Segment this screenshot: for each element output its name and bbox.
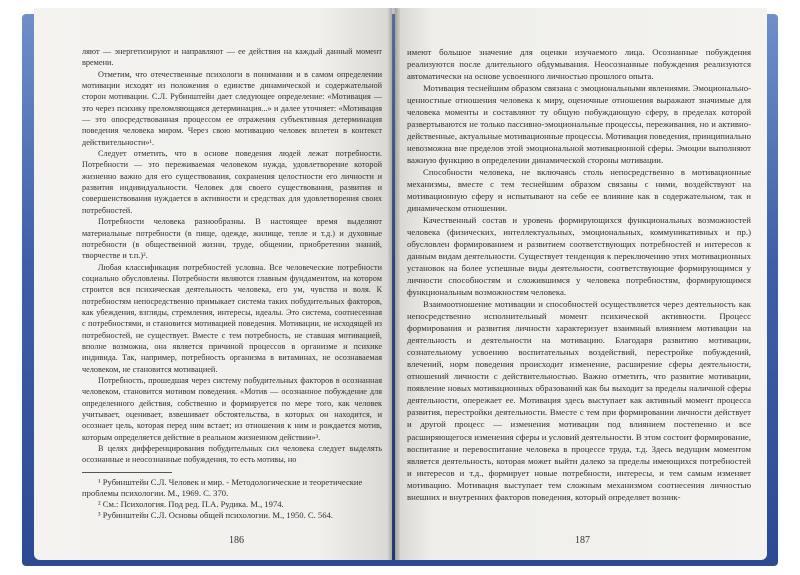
left-page-text bbox=[82, 46, 382, 521]
paragraph: Качественный состав и уровень формирующихся функциональных возможностей человека (физических, интеллектуальных, эмоциональных, коммуникативных и пр.) обусловлен формированием и развитием соответствующих потребностей и интересов к данным видам деятельности. Существует тенденция к переключению этих мотивационных установок на более успешные виды деятельности, соответствующие формирующимся у личности способностям и сложившимся у человека потребностям, формирующимся функциональным возможностям человека. bbox=[407, 215, 751, 298]
book-gutter bbox=[388, 8, 400, 560]
paragraph: Потребность, прошедшая через систему побудительных факторов в осознанная человеком, становится мотивом поведения. «Мотив — осознанное побуждение для определенного действия, собственно и формируется по мере того, как человек учитывает, оценивает, взвешивает обстоятельства, в которых он находится, и осознает цель, которая перед ним встает; из отношения к ним и рождается мотив, которым определяется действие в реальном жизненном действии»³. bbox=[82, 375, 382, 442]
paragraph: Потребности человека разнообразны. В настоящее время выделяют материальные потребности (в пище, одежде, жилище, тепле и т.д.) и духовные потребности (в общественной жизни, труде, общении, приобретении знаний, творчестве и т.п.)². bbox=[82, 217, 382, 261]
footnote: ³ Рубинштейн С.Л. Основы общей психологии. М., 1950. С. 564. bbox=[98, 509, 333, 520]
footnote-rule bbox=[82, 472, 172, 473]
page-number-left: 186 bbox=[229, 535, 244, 546]
right-page bbox=[395, 8, 767, 560]
page-number-right: 187 bbox=[575, 535, 590, 546]
paragraph: Мотивация теснейшим образом связана с эмоциональными явлениями. Эмоционально-ценностные отношения человека к миру, оценочные отношения выражают значимые для человека моменты и составляют ту общую побуждающую сферу, в пределах которой развертываются не только пассивно-эмоциональные процессы, переживания, но и активно-действенные, актуальные мотивационные процессы. Мотивация поведения, принципиально невозможна вне пределов этой эмоциональной мотивационной сферы. Эмоции выполняют важную функцию в определении динамической стороны мотивации. bbox=[407, 83, 751, 166]
paragraph: Взаимоотношение мотивации и способностей осуществляется через деятельность как непосредственно исполнительный момент психической активности. Процесс формирования и развития личности характеризует взаимный влиянием мотивации на деятельность и деятельности на мотивацию. Благодаря развитию мотивации, сознательному усвоению воспитательных воздействий, перестройке побуждений, влечений, норм поведения происходит изменение, расширение сферы деятельности, отношений личности с действительностью. Важно отметить, что развитие мотивации, появление новых мотивационных образований как бы выходит за пределы наличной сферы деятельности, опережает ее. Мотивация здесь выступает как активный момент процесса развития, перестройки деятельности. Вместе с тем при формировании личности действует и другой процесс — изменения мотивации под влиянием постепенно и все расширяющегося изменения сферы и условий деятельности. В этом состоит формирование, воспитание и перевоспитание человека в процессе труда, т.д. Здесь ведущим моментом является деятельность, которая может выйти далеко за пределы имеющихся потребностей и интересов и т.д., формирует новые потребности, интересы, и тем самым изменяет мотивацию. Мотивация выступает тем сложным механизмом соотнесения личностью внешних и внутренних факторов поведения, который определяет возник- bbox=[407, 299, 751, 502]
paragraph: Следует отметить, что в основе поведения людей лежат потребности. Потребности — это переживаемая человеком нужда, удовлетворение которой жизненно важно для его существования, сохранения целостности его личности и развития индивидуальности. Человек для своего существования, развития и совершенствования нуждается в активности и средствах для удовлетворения своих потребностей. bbox=[82, 149, 382, 215]
paragraph: Любая классификация потребностей условна. Все человеческие потребности социально обусловлены. Потребности являются главным фундаментом, на котором строится вся психическая деятельность человека, его ум, чувства и воля. К потребностям непосредственно примыкает система таких побудительных факторов, как убеждения, взгляды, стремления, интересы, идеалы. Это система, соотнесенная с потребностями, и становится мотивацией поведения. Мотивации, не исходящей из потребностей, не существует. Вместе с тем потребность, не ставшая мотивацией, вполне возможна, она является причиной процессов в организме и психике индивида. Так, например, потребность организма в витаминах, не осознаваемая человеком, не становится мотивацией. bbox=[82, 262, 382, 374]
footnote: ² См.: Психология. Под ред. П.А. Рудика. М., 1974. bbox=[98, 498, 284, 509]
right-page-text bbox=[407, 46, 751, 503]
footnote: ¹ Рубинштейн С.Л. Человек и мир. - Методологические и теоретические проблемы психологии. М., 1969. С. 370. bbox=[82, 476, 363, 498]
paragraph: Способности человека, не включаясь столь непосредственно в мотивационные механизмы, вместе с тем теснейшим образом связаны с ними, воздействуют на мотивационную сферу и испытывают на себе ее влияние как в содержательном, так и динамическом отношении. bbox=[407, 167, 751, 214]
left-page bbox=[34, 8, 392, 560]
paragraph: Отметим, что отечественные психологи в понимании и в самом определении мотивации исходят из положения о единстве динамической и содержательной сторон мотивации. С.Л. Рубинштейн дает следующее определение: «Мотивация — это через психику преломляющаяся детерминация...» и далее уточняет: «Мотивация — это опосредствованная процессом ее отражения субъективная детерминация поведения человека миром. Через свою мотивацию человек вплетен в контекст действительности»¹. bbox=[82, 69, 382, 147]
paragraph: ляют — энергетизируют и направляют — ее действия на каждый данный момент времени. bbox=[82, 47, 382, 68]
paragraph: имеют большое значение для оценки изучаемого лица. Осознанные побуждения реализуются после длительного обдумывания. Неосознанные побуждения реализуются автоматически на основе усвоенного личностью прошлого опыта. bbox=[407, 47, 751, 82]
paragraph: В целях дифференцирования побудительных сил человека следует выделять осознанные и неосознанные побуждения, то есть мотивы, но bbox=[82, 444, 382, 465]
